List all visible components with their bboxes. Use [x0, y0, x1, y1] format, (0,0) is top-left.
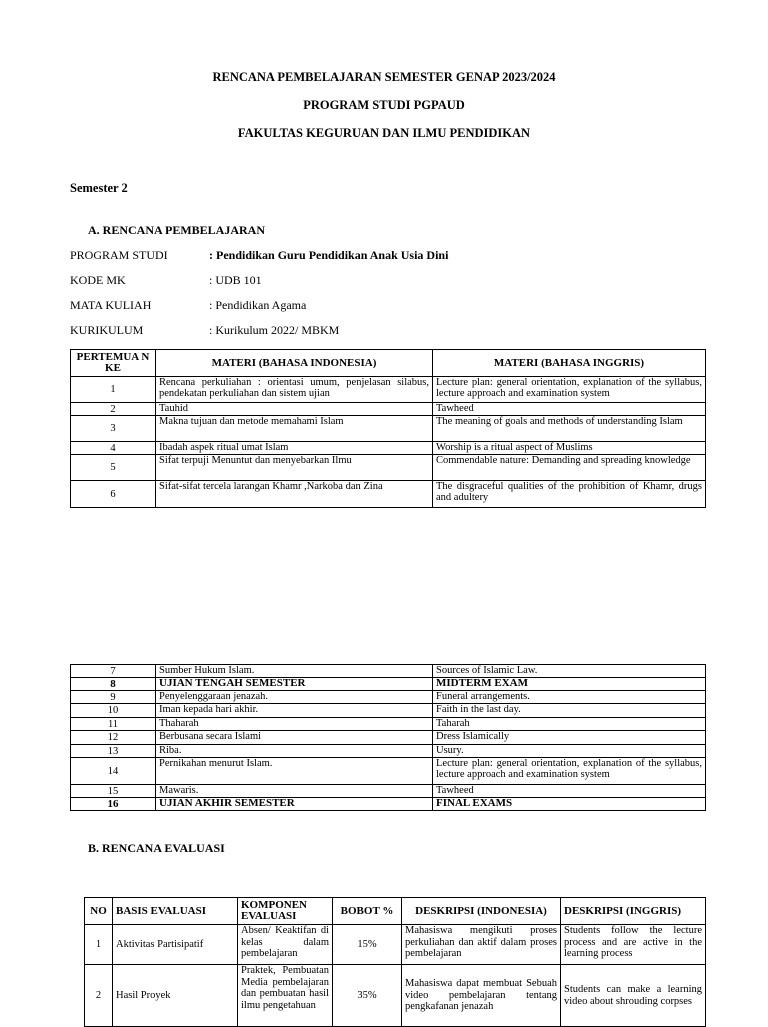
row-materi-id: Makna tujuan dan metode memahami Islam — [156, 416, 433, 442]
row-materi-id: Sifat terpuji Menuntut dan menyebarkan Ilmu — [156, 455, 433, 481]
row-materi-id: Rencana perkuliahan : orientasi umum, penjelasan silabus, pendekatan perkuliahan dan sistem ujian — [156, 377, 433, 403]
table-row — [71, 691, 706, 704]
row-materi-en: Commendable nature: Demanding and spreading knowledge — [433, 455, 706, 481]
info-value-kode: : UDB 101 — [209, 273, 262, 287]
eval-header-desk-en: DESKRIPSI (INGGRIS) — [561, 898, 706, 925]
plan-table-1 — [70, 349, 706, 508]
table-row — [71, 377, 706, 403]
row-materi-en: Usury. — [433, 745, 706, 758]
eval-desk-en: Students follow the lecture process and are active in the learning process — [561, 925, 706, 965]
row-no: 1 — [71, 377, 156, 403]
eval-desk-en: Students can make a learning video about shrouding corpses — [561, 965, 706, 1027]
eval-bobot: 15% — [333, 925, 402, 965]
info-label-kurikulum: KURIKULUM — [70, 323, 144, 337]
row-materi-en: Sources of Islamic Law. — [433, 665, 706, 678]
evaluation-table — [84, 897, 706, 1027]
row-materi-en: Lecture plan: general orientation, explanation of the syllabus, lecture approach and examination system — [433, 758, 706, 785]
eval-header-basis: BASIS EVALUASI — [113, 898, 238, 925]
row-no: 11 — [71, 718, 156, 731]
row-no: 6 — [71, 481, 156, 508]
row-no: 16 — [71, 798, 156, 811]
eval-desk-id: Mahasiswa dapat membuat Sebuah video pembelajaran tentang pengkafanan jenazah — [402, 965, 561, 1027]
eval-komponen: Praktek, Pembuatan Media pembelajaran dan pembuatan hasil ilmu pengetahuan — [238, 965, 333, 1027]
row-materi-en: Taharah — [433, 718, 706, 731]
row-materi-id: Mawaris. — [156, 785, 433, 798]
row-no: 14 — [71, 758, 156, 785]
row-materi-id: Sifat-sifat tercela larangan Khamr ,Narkoba dan Zina — [156, 481, 433, 508]
header-materi-en: MATERI (BAHASA INGGRIS) — [433, 350, 706, 377]
table-row — [71, 704, 706, 718]
header-pertemuan: PERTEMUA N KE — [71, 350, 156, 377]
section-a-heading: A. RENCANA PEMBELAJARAN — [88, 223, 266, 237]
table-row — [71, 745, 706, 758]
table-row — [71, 678, 706, 691]
table-row — [71, 718, 706, 731]
header-materi-id: MATERI (BAHASA INDONESIA) — [156, 350, 433, 377]
row-materi-id: Ibadah aspek ritual umat Islam — [156, 442, 433, 455]
row-materi-id: Penyelenggaraan jenazah. — [156, 691, 433, 704]
table-row — [71, 758, 706, 785]
row-no: 4 — [71, 442, 156, 455]
info-value-kurikulum: : Kurikulum 2022/ MBKM — [209, 323, 340, 337]
row-materi-en: MIDTERM EXAM — [433, 678, 706, 691]
table-row — [71, 455, 706, 481]
doc-title-line-1: RENCANA PEMBELAJARAN SEMESTER GENAP 2023/2024 — [212, 70, 556, 84]
plan-table-2 — [70, 664, 706, 811]
row-no: 9 — [71, 691, 156, 704]
row-materi-en: Tawheed — [433, 785, 706, 798]
table-row — [71, 798, 706, 811]
row-materi-id: Thaharah — [156, 718, 433, 731]
row-no: 5 — [71, 455, 156, 481]
row-materi-en: The meaning of goals and methods of understanding Islam — [433, 416, 706, 442]
eval-no: 2 — [85, 965, 113, 1027]
eval-no: 1 — [85, 925, 113, 965]
table-row — [85, 925, 706, 965]
row-materi-id: Riba. — [156, 745, 433, 758]
eval-basis: Hasil Proyek — [113, 965, 238, 1027]
row-materi-en: FINAL EXAMS — [433, 798, 706, 811]
semester-label: Semester 2 — [70, 181, 128, 195]
row-materi-id: Sumber Hukum Islam. — [156, 665, 433, 678]
table-row — [71, 665, 706, 678]
eval-header-desk-id: DESKRIPSI (INDONESIA) — [402, 898, 561, 925]
row-no: 3 — [71, 416, 156, 442]
row-materi-en: Worship is a ritual aspect of Muslims — [433, 442, 706, 455]
row-no: 13 — [71, 745, 156, 758]
section-b-heading: B. RENCANA EVALUASI — [88, 841, 225, 855]
eval-header-no: NO — [85, 898, 113, 925]
eval-komponen: Absen/ Keaktifan di kelas dalam pembelajaran — [238, 925, 333, 965]
table-row — [71, 785, 706, 798]
row-materi-id: Berbusana secara Islami — [156, 731, 433, 745]
row-materi-en: Dress Islamically — [433, 731, 706, 745]
row-materi-id: Iman kepada hari akhir. — [156, 704, 433, 718]
info-label-kode: KODE MK — [70, 273, 126, 287]
row-materi-id: UJIAN AKHIR SEMESTER — [156, 798, 433, 811]
row-materi-en: Funeral arrangements. — [433, 691, 706, 704]
doc-title-line-3: FAKULTAS KEGURUAN DAN ILMU PENDIDIKAN — [237, 126, 531, 140]
eval-header-bobot: BOBOT % — [333, 898, 402, 925]
row-no: 15 — [71, 785, 156, 798]
row-no: 7 — [71, 665, 156, 678]
table-row — [71, 416, 706, 442]
eval-bobot: 35% — [333, 965, 402, 1027]
row-materi-en: Tawheed — [433, 403, 706, 416]
table-row — [71, 731, 706, 745]
row-materi-en: The disgraceful qualities of the prohibition of Khamr, drugs and adultery — [433, 481, 706, 508]
row-materi-id: UJIAN TENGAH SEMESTER — [156, 678, 433, 691]
row-no: 10 — [71, 704, 156, 718]
row-no: 8 — [71, 678, 156, 691]
info-label-matkul: MATA KULIAH — [70, 298, 152, 312]
table-row — [71, 403, 706, 416]
row-materi-en: Faith in the last day. — [433, 704, 706, 718]
info-value-program: : Pendidikan Guru Pendidikan Anak Usia Dini — [209, 248, 449, 262]
row-materi-en: Lecture plan: general orientation, explanation of the syllabus, lecture approach and examination system — [433, 377, 706, 403]
doc-title-line-2: PROGRAM STUDI PGPAUD — [303, 98, 465, 112]
row-materi-id: Tauhid — [156, 403, 433, 416]
eval-header-komponen: KOMPONEN EVALUASI — [238, 898, 333, 925]
eval-basis: Aktivitas Partisipatif — [113, 925, 238, 965]
table-row — [71, 481, 706, 508]
row-no: 12 — [71, 731, 156, 745]
row-no: 2 — [71, 403, 156, 416]
info-label-program: PROGRAM STUDI — [70, 248, 168, 262]
info-value-matkul: : Pendidikan Agama — [209, 298, 307, 312]
row-materi-id: Pernikahan menurut Islam. — [156, 758, 433, 785]
table-row — [85, 965, 706, 1027]
table-row — [71, 442, 706, 455]
eval-desk-id: Mahasiswa mengikuti proses perkuliahan dan aktif dalam proses pembelajaran — [402, 925, 561, 965]
